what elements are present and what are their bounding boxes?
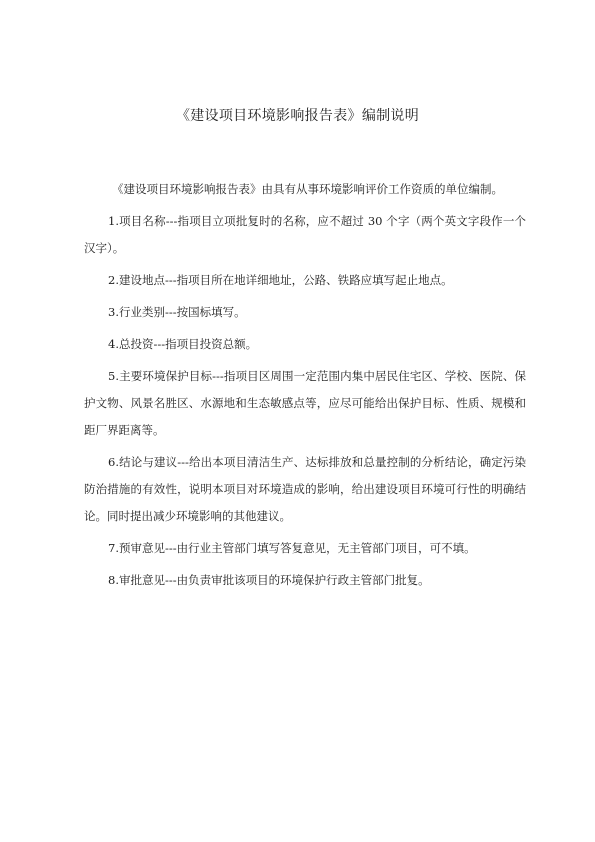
- item-construction-site: 2.建设地点---指项目所在地详细地址，公路、铁路应填写起止地点。: [108, 273, 453, 287]
- document-body: [84, 176, 526, 594]
- item-approval-opinion: 8.审批意见---由负责审批该项目的环境保护行政主管部门批复。: [108, 573, 430, 587]
- item-conclusion-suggestions: 6.结论与建议---给出本项目清洁生产、达标排放和总量控制的分析结论，确定污染防治措施的有效性，说明本项目对环境造成的影响，给出建设项目环境可行性的明确结论。同时提出减少环境影响的其他建议。: [84, 455, 526, 523]
- item-preliminary-review: 7.预审意见---由行业主管部门填写答复意见，无主管部门项目，可不填。: [108, 541, 476, 555]
- item-total-investment: 4.总投资---指项目投资总额。: [108, 337, 258, 351]
- page-title: 《建设项目环境影响报告表》编制说明: [175, 108, 420, 124]
- item-project-name: 1.项目名称---指项目立项批复时的名称，应不超过 30 个字（两个英文字段作一个汉字）。: [84, 214, 526, 255]
- intro-paragraph: 《建设项目环境影响报告表》由具有从事环境影响评价工作资质的单位编制。: [112, 182, 503, 196]
- item-protection-targets: 5.主要环境保护目标---指项目区周围一定范围内集中居民住宅区、学校、医院、保护文物、风景名胜区、水源地和生态敏感点等，应尽可能给出保护目标、性质、规模和距厂界距离等。: [84, 369, 526, 437]
- item-industry-category: 3.行业类别---按国标填写。: [108, 305, 246, 319]
